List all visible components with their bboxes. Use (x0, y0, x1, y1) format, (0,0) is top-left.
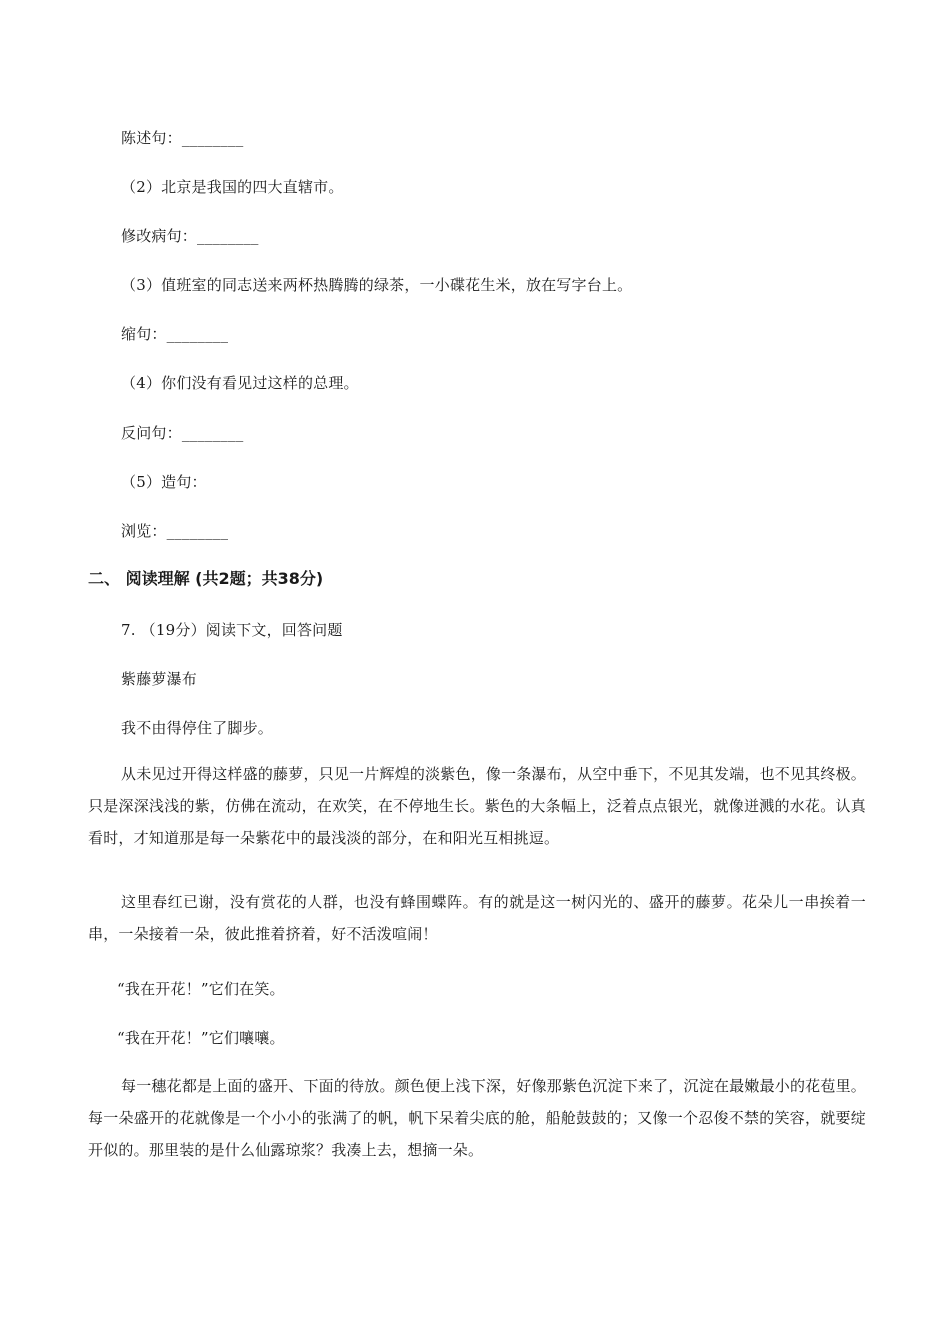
passage-paragraph-2: 从未见过开得这样盛的藤萝，只见一片辉煌的淡紫色，像一条瀑布，从空中垂下，不见其发端，也不见其终极。只是深深浅浅的紫，仿佛在流动，在欢笑，在不停地生长。紫色的大条幅上，泛着点点银光，就像迸溅的水花。认真看时，才知道那是每一朵紫花中的最浅淡的部分，在和阳光互相挑逗。 (88, 765, 866, 847)
q6-browse-line (121, 521, 228, 541)
q6-item-5: （5）造句： (121, 473, 207, 491)
q6-correction-line (121, 226, 259, 246)
passage-paragraph-4: “我在开花！”它们在笑。 (117, 980, 285, 998)
q6-rhetorical-line (121, 423, 243, 443)
q6-rhetorical-answer-blank[interactable]: ________ (181, 424, 244, 442)
q6-item-2: （2）北京是我国的四大直辖市。 (121, 178, 344, 196)
q6-browse-answer-blank[interactable]: ________ (166, 522, 229, 540)
q6-shorten-label: 缩句： (121, 325, 167, 343)
q6-declarative-label: 陈述句： (121, 129, 182, 147)
q6-shorten-line (121, 324, 228, 344)
section-heading-reading: 二、 阅读理解 (共2题；共38分) (88, 569, 324, 588)
passage-paragraph-6: 每一穗花都是上面的盛开、下面的待放。颜色便上浅下深，好像那紫色沉淀下来了，沉淀在最嫩最小的花苞里。每一朵盛开的花就像是一个小小的张满了的帆，帆下呆着尖底的舱，船舱鼓鼓的；又像一个忍俊不禁的笑容，就要绽开似的。那里装的是什么仙露琼浆？我凑上去，想摘一朵。 (88, 1077, 866, 1159)
q7-stem: 7. （19分）阅读下文，回答问题 (121, 621, 343, 639)
passage-paragraph-1: 我不由得停住了脚步。 (121, 719, 274, 737)
q6-correction-label: 修改病句： (121, 227, 198, 245)
q6-browse-label: 浏览： (121, 522, 167, 540)
q6-declarative-line (121, 128, 243, 148)
passage-paragraph-5: “我在开花！”它们嚷嚷。 (117, 1029, 285, 1047)
q6-item-4: （4）你们没有看见过这样的总理。 (121, 374, 359, 392)
q6-item-3: （3）值班室的同志送来两杯热腾腾的绿茶，一小碟花生米，放在写字台上。 (121, 276, 633, 294)
passage-paragraph-3: 这里春红已谢，没有赏花的人群，也没有蜂围蝶阵。有的就是这一树闪光的、盛开的藤萝。花朵儿一串挨着一串，一朵接着一朵，彼此推着挤着，好不活泼喧闹！ (88, 893, 866, 943)
q6-correction-answer-blank[interactable]: ________ (197, 227, 259, 245)
passage-title: 紫藤萝瀑布 (121, 670, 198, 688)
q6-rhetorical-label: 反问句： (121, 424, 182, 442)
q6-shorten-answer-blank[interactable]: ________ (166, 325, 229, 343)
q6-declarative-answer-blank[interactable]: ________ (181, 129, 244, 147)
